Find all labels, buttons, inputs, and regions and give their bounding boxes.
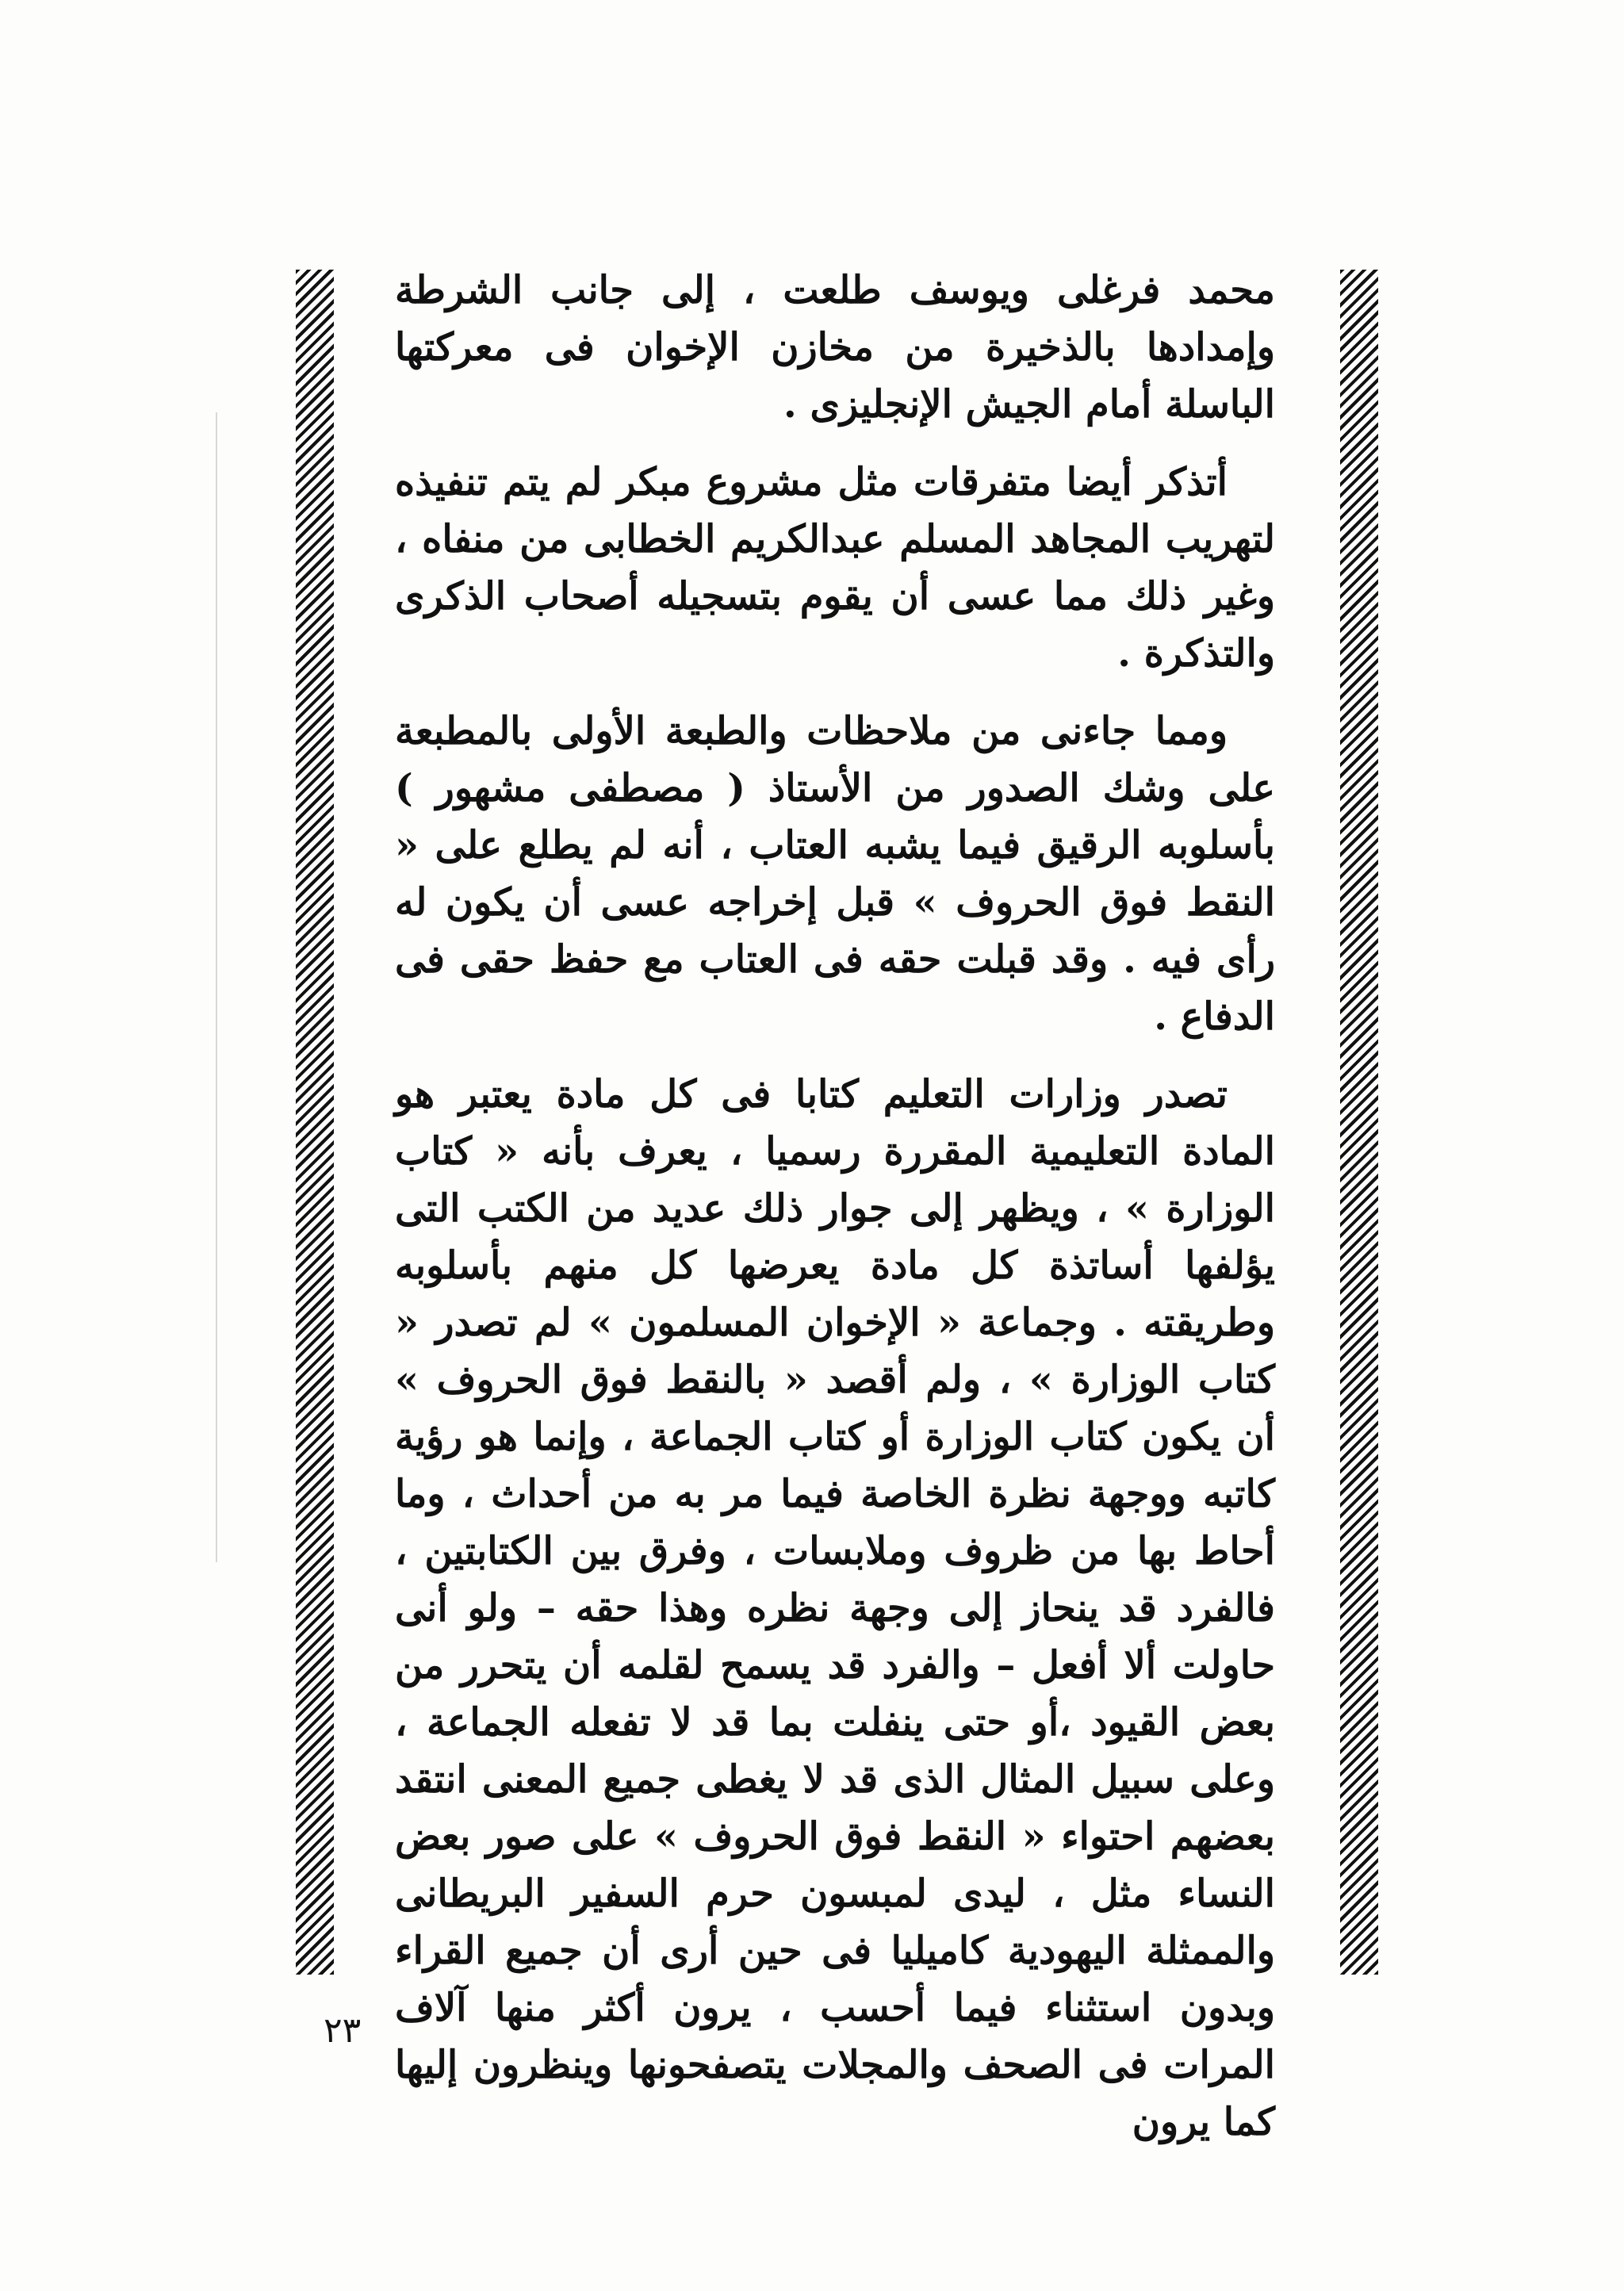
paragraph-3: ومما جاءنى من ملاحظات والطبعة الأولى بالمطبعة على وشك الصدور من الأستاذ ( مصطفى مشهور ) بأسلوبه الرقيق فيما يشبه العتاب ، أنه لم يطلع على « النقط فوق الحروف » قبل إخراجه عسى أن يكون له رأى فيه . وقد قبلت حقه فى العتاب مع حفظ حقى فى الدفاع .: [395, 709, 1275, 1039]
scan-artifact-line: [216, 412, 217, 1562]
page-number: ٢٣: [324, 2010, 362, 2051]
paragraph-4: تصدر وزارات التعليم كتابا فى كل مادة يعتبر هو المادة التعليمية المقررة رسميا ، يعرف بأنه « كتاب الوزارة » ، ويظهر إلى جوار ذلك عديد من الكتب التى يؤلفها أساتذة كل مادة يعرضها كل منهم بأسلوبه وطريقته . وجماعة « الإخوان المسلمون » لم تصدر « كتاب الوزارة » ، ولم أقصد « بالنقط فوق الحروف » أن يكون كتاب الوزارة أو كتاب الجماعة ، وإنما هو رؤية كاتبه ووجهة نظرة الخاصة فيما مر به من أحداث ، وما أحاط بها من ظروف وملابسات ، وفرق بين الكتابتين ، فالفرد قد ينحاز إلى وجهة نظره وهذا حقه – ولو أنى حاولت ألا أفعل – والفرد قد يسمح لقلمه أن يتحرر من بعض القيود ،أو حتى ينفلت بما قد لا تفعله الجماعة ، وعلى سبيل المثال الذى قد لا يغطى جميع المعنى انتقد بعضهم احتواء « النقط فوق الحروف » على صور بعض النساء مثل ، ليدى لمبسون حرم السفير البريطانى والممثلة اليهودية كاميليا فى حين أرى أن جميع القراء وبدون استثناء فيما أحسب ، يرون أكثر منها آلاف المرات فى الصحف والمجلات يتصفحونها وينظرون إليها كما يرون: [395, 1072, 1276, 2144]
paragraph-2: أتذكر أيضا متفرقات مثل مشروع مبكر لم يتم تنفيذه لتهريب المجاهد المسلم عبدالكريم الخطابى من منفاه ، وغير ذلك مما عسى أن يقوم بتسجيله أصحاب الذكرى والتذكرة .: [395, 460, 1275, 676]
body-text: [395, 262, 1275, 2171]
paragraph-1: محمد فرغلى ويوسف طلعت ، إلى جانب الشرطة وإمدادها بالذخيرة من مخازن الإخوان فى معركتها الباسلة أمام الجيش الإنجليزى .: [395, 268, 1275, 427]
right-hatched-border: [1340, 270, 1378, 1975]
left-hatched-border: [296, 270, 334, 1975]
